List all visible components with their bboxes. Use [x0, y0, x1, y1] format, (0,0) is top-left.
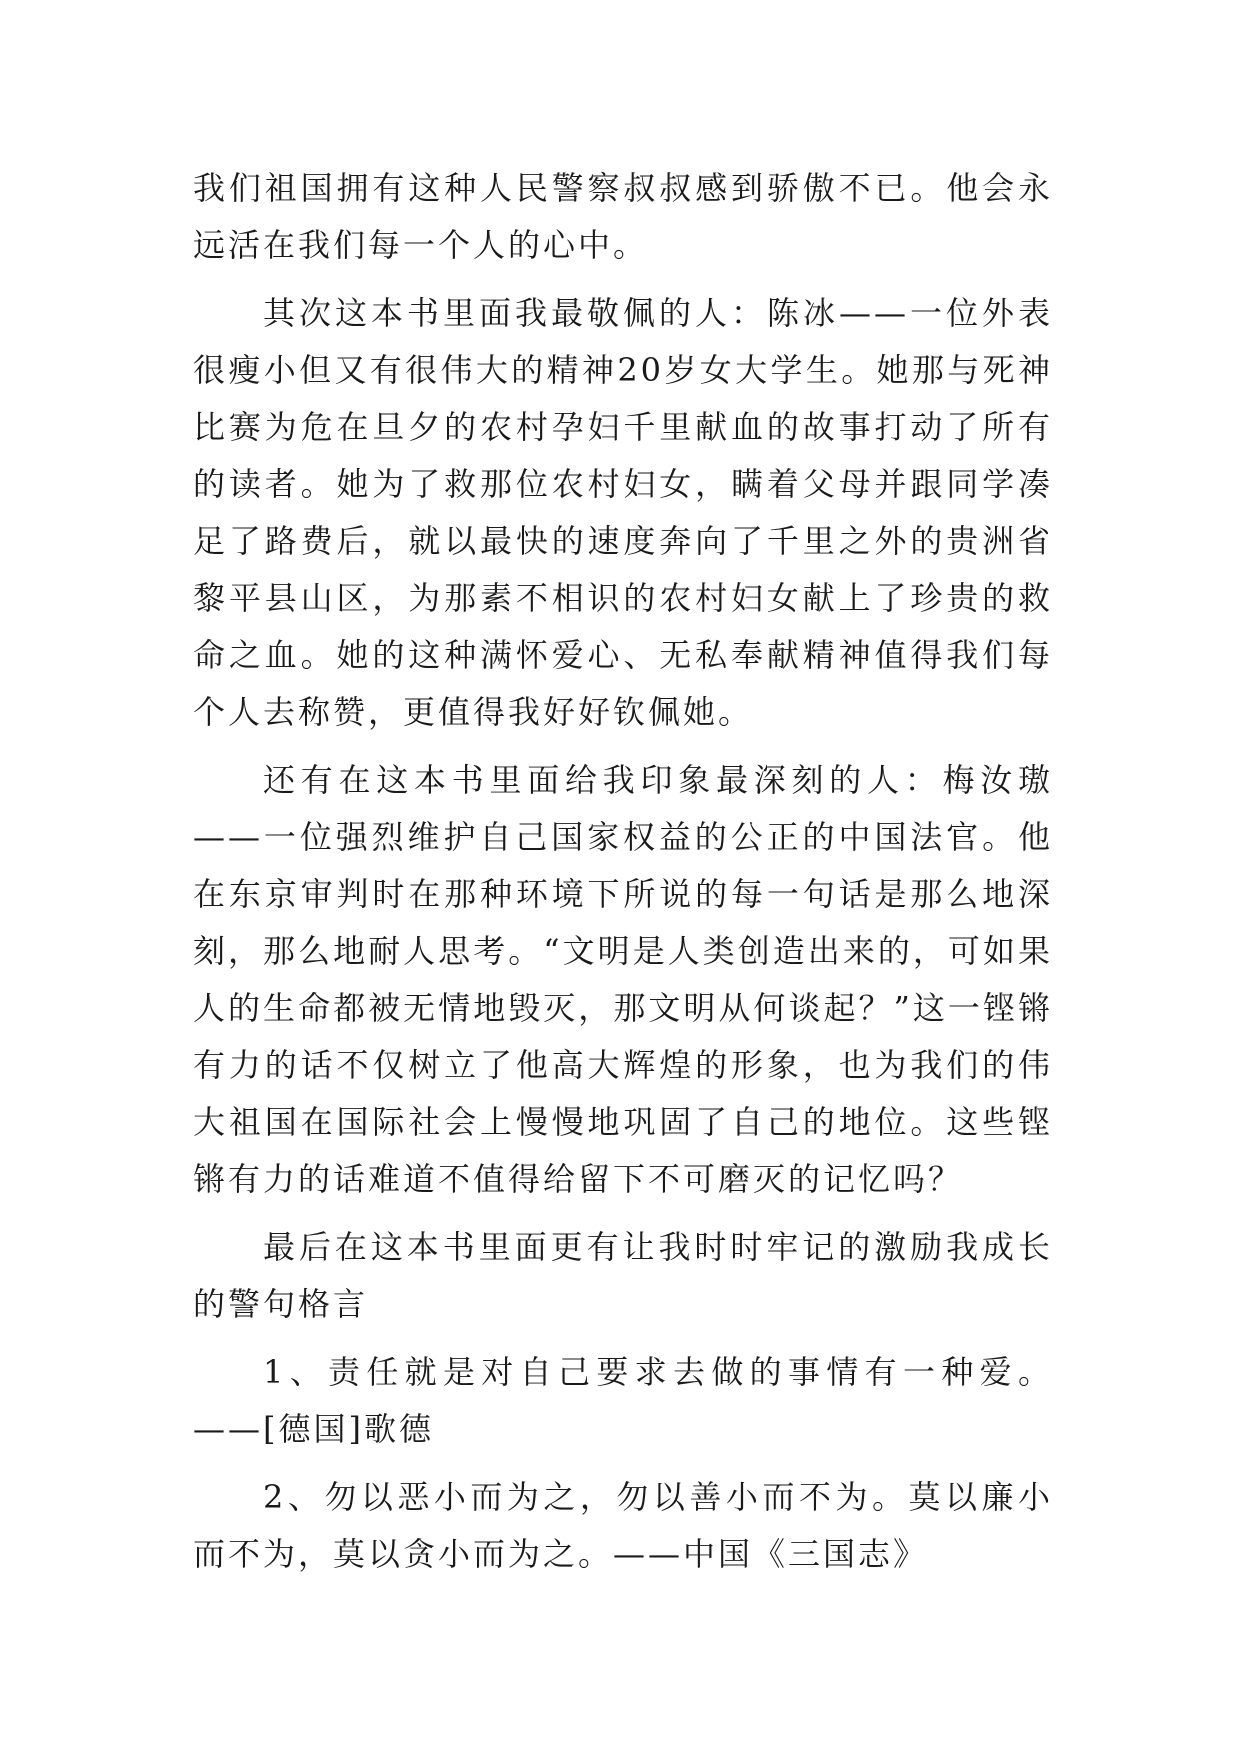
paragraph-mei-ruao: 还有在这本书里面给我印象最深刻的人：梅汝璈——一位强烈维护自己国家权益的公正的中国法官。他在东京审判时在那种环境下所说的每一句话是那么地深刻，那么地耐人思考。“文明是人类创造出来的，可如果人的生命都被无情地毁灭，那文明从何谈起？”这一铿锵有力的话不仅树立了他高大辉煌的形象，也为我们的伟大祖国在国际社会上慢慢地巩固了自己的地位。这些铿锵有力的话难道不值得给留下不可磨灭的记忆吗？ — [193, 761, 1053, 1198]
quote-item-2: 2、勿以恶小而为之，勿以善小而不为。莫以廉小而不为，莫以贪小而为之。——中国《三国志》 — [193, 1478, 1053, 1573]
paragraph-continuation: 我们祖国拥有这种人民警察叔叔感到骄傲不已。他会永远活在我们每一个人的心中。 — [193, 169, 1053, 264]
paragraph-chen-bing: 其次这本书里面我最敬佩的人：陈冰——一位外表很瘦小但又有很伟大的精神20岁女大学生。她那与死神比赛为危在旦夕的农村孕妇千里献血的故事打动了所有的读者。她为了救那位农村妇女，瞒着父母并跟同学凑足了路费后，就以最快的速度奔向了千里之外的贵洲省黎平县山区，为那素不相识的农村妇女献上了珍贵的救命之血。她的这种满怀爱心、无私奉献精神值得我们每个人去称赞，更值得我好好钦佩她。 — [193, 294, 1053, 731]
paragraph-mottos-intro: 最后在这本书里面更有让我时时牢记的激励我成长的警句格言 — [193, 1228, 1053, 1323]
quote-item-1: 1、责任就是对自己要求去做的事情有一种爱。——[德国]歌德 — [193, 1353, 1053, 1448]
document-body — [193, 160, 1053, 1583]
